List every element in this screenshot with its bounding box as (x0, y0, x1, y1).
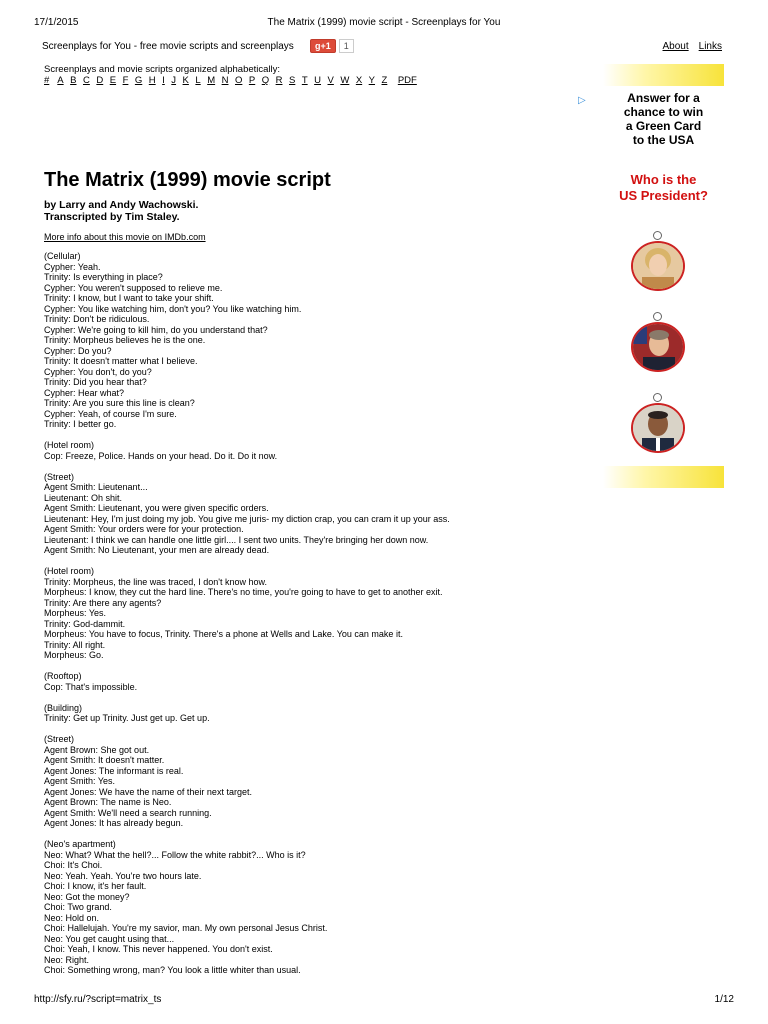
scene-heading: (Street) (44, 734, 75, 744)
dialogue-line: Cypher: Yeah. (44, 261, 101, 272)
scene-heading: (Hotel room) (44, 566, 95, 576)
dialogue-line: Agent Brown: The name is Neo. (44, 797, 172, 807)
candidate-radio[interactable] (653, 231, 662, 240)
scene-heading: (Street) (44, 471, 75, 482)
alphabet-link[interactable]: F (122, 75, 129, 86)
dialogue-line: Morpheus: Yes. (44, 608, 107, 618)
dialogue-line: Neo: Right. (44, 954, 90, 965)
alphabet-link[interactable]: X (355, 75, 363, 86)
candidate-2-photo (631, 322, 685, 372)
dialogue-line: Trinity: Don't be ridiculous. (44, 314, 150, 324)
alphabet-link[interactable]: P (248, 75, 256, 86)
google-plus-icon: g (315, 40, 321, 51)
candidate-option-3[interactable] (629, 393, 685, 451)
dialogue-line: Morpheus: You have to focus, Trinity. There's a phone at Wells and Lake. You can make it. (44, 629, 403, 639)
dialogue-line: Cop: Freeze, Police. Hands on your head. Do it. Do it now. (44, 450, 278, 461)
dialogue-line: Choi: Hallelujah. You're my savior, man. My own personal Jesus Christ. (44, 923, 328, 933)
ad-headline (603, 91, 724, 147)
dialogue-line: Trinity: God-dammit. (44, 618, 126, 629)
scene-gap (44, 556, 584, 567)
dialogue-line: Choi: Two grand. (44, 902, 112, 912)
scene-gap (44, 461, 584, 472)
alphabet-link[interactable]: J (171, 75, 177, 86)
dialogue-line: Choi: It's Choi. (44, 860, 103, 870)
dialogue-line: Trinity: Are there any agents? (44, 597, 162, 608)
alphabet-link[interactable]: O (234, 75, 243, 86)
dialogue-line: Neo: Yeah. Yeah. You're two hours late. (44, 870, 202, 881)
dialogue-line: Lieutenant: Hey, I'm just doing my job. You give me juris- my diction crap, you can cram it up your ass. (44, 513, 450, 524)
candidate-option-1[interactable] (629, 231, 685, 289)
print-date: 17/1/2015 (34, 17, 79, 28)
scene-heading: (Hotel room) (44, 440, 95, 450)
dialogue-line: Cypher: You like watching him, don't you? You like watching him. (44, 303, 302, 314)
dialogue-line: Choi: Something wrong, man? You look a little whiter than usual. (44, 965, 301, 975)
site-tagline: Screenplays for You - free movie scripts and screenplays (42, 41, 294, 52)
alphabet-link[interactable]: B (70, 75, 77, 86)
ad-headline-line: a Green Card (625, 119, 702, 133)
alphabet-link[interactable]: K (182, 75, 189, 86)
google-plus-button[interactable] (310, 39, 336, 53)
nav-about-link[interactable]: About (662, 41, 689, 52)
dialogue-line: Choi: Yeah, I know. This never happened. You don't exist. (44, 944, 273, 954)
dialogue-line: Trinity: I know, but I want to take your shift. (44, 293, 214, 303)
dialogue-line: Trinity: All right. (44, 639, 106, 650)
scene-gap (44, 829, 584, 840)
byline (44, 199, 198, 223)
alphabet-link[interactable]: L (195, 75, 201, 86)
alphabet-link[interactable]: N (221, 75, 229, 86)
dialogue-line: Morpheus: I know, they cut the hard line. There's no time, you're going to have to get to another exit. (44, 587, 443, 597)
nav-links-link[interactable]: Links (698, 41, 722, 52)
ad-headline-line: chance to win (623, 105, 704, 119)
candidate-radio[interactable] (653, 393, 662, 402)
dialogue-line: Lieutenant: I think we can handle one little girl.... I sent two units. They're bringing her down now. (44, 534, 429, 545)
candidate-option-2[interactable] (629, 312, 685, 370)
dialogue-line: Agent Smith: No Lieutenant, your men are already dead. (44, 545, 270, 555)
dialogue-line: Neo: You get caught using that... (44, 933, 175, 944)
ad-bottom-band (603, 466, 724, 488)
dialogue-line: Agent Brown: She got out. (44, 744, 150, 755)
site-bar (42, 40, 722, 58)
alphabet-link[interactable]: S (288, 75, 296, 86)
dialogue-line: Cypher: Do you? (44, 345, 112, 356)
scene-heading: (Rooftop) (44, 671, 82, 681)
ad-headline-line: to the USA (632, 133, 695, 147)
top-nav (663, 41, 723, 52)
alphabet-link[interactable]: E (109, 75, 117, 86)
dialogue-line: Lieutenant: Oh shit. (44, 492, 123, 503)
dialogue-line: Agent Smith: It doesn't matter. (44, 755, 165, 765)
imdb-link[interactable]: More info about this movie on IMDb.com (44, 232, 206, 242)
google-plus-widget (310, 38, 354, 53)
ad-question (603, 172, 724, 204)
dialogue-line: Cypher: Hear what? (44, 387, 125, 398)
dialogue-line: Agent Jones: The informant is real. (44, 765, 184, 776)
alphabet-link[interactable]: R (275, 75, 283, 86)
alphabet-nav (44, 75, 423, 86)
candidate-radio[interactable] (653, 312, 662, 321)
google-plus-label: +1 (320, 40, 331, 51)
scene-heading: (Building) (44, 702, 83, 713)
advertisement[interactable] (603, 64, 724, 488)
candidate-1-photo (631, 241, 685, 291)
ad-top-band (603, 64, 724, 86)
dialogue-line: Cypher: We're going to kill him, do you understand that? (44, 324, 268, 335)
dialogue-line: Trinity: It doesn't matter what I believe. (44, 356, 198, 366)
dialogue-line: Cypher: You weren't supposed to relieve me. (44, 282, 223, 293)
dialogue-line: Cypher: Yeah, of course I'm sure. (44, 408, 177, 419)
byline-authors: by Larry and Andy Wachowski. (44, 199, 199, 211)
dialogue-line: Agent Smith: Yes. (44, 776, 116, 786)
dialogue-line: Trinity: Is everything in place? (44, 272, 163, 282)
dialogue-line: Trinity: Morpheus, the line was traced, I don't know how. (44, 576, 267, 587)
dialogue-line: Agent Smith: We'll need a search running. (44, 807, 212, 818)
ad-question-line: US President? (619, 188, 708, 203)
candidate-3-photo (631, 403, 685, 453)
scene-gap (44, 724, 584, 735)
page-title: The Matrix (1999) movie script (44, 169, 331, 191)
ad-question-line: Who is the (630, 172, 697, 187)
dialogue-line: Morpheus: Go. (44, 650, 104, 660)
print-page-title: The Matrix (1999) movie script - Screenplays for You (267, 17, 501, 28)
alphabet-link[interactable]: T (301, 75, 308, 86)
dialogue-line: Neo: Hold on. (44, 912, 100, 923)
alphabet-link[interactable]: G (134, 75, 143, 86)
alphabet-link[interactable]: M (207, 75, 216, 86)
ad-headline-line: Answer for a (627, 91, 700, 105)
scene-heading: (Neo's apartment) (44, 839, 116, 849)
alphabet-link[interactable]: # (44, 75, 50, 86)
byline-transcriber: Transcripted by Tim Staley. (44, 211, 180, 223)
print-url: http://sfy.ru/?script=matrix_ts (34, 994, 162, 1005)
alphabet-link[interactable]: H (148, 75, 156, 86)
alphabet-link[interactable]: U (314, 75, 322, 86)
dialogue-line: Cypher: You don't, do you? (44, 366, 152, 377)
alphabet-link[interactable]: D (96, 75, 104, 86)
dialogue-line: Agent Smith: Lieutenant... (44, 482, 148, 492)
scene-gap (44, 430, 584, 441)
dialogue-line: Agent Jones: We have the name of their next target. (44, 786, 252, 797)
alphabet-link[interactable]: Y (368, 75, 376, 86)
dialogue-line: Neo: What? What the hell?... Follow the white rabbit?... Who is it? (44, 849, 306, 860)
adchoices-icon[interactable]: ▷ (578, 95, 586, 106)
dialogue-line: Agent Smith: Your orders were for your protection. (44, 524, 244, 534)
scene-gap (44, 661, 584, 672)
dialogue-line: Choi: I know, it's her fault. (44, 881, 147, 891)
scene-heading: (Cellular) (44, 251, 81, 261)
scene-gap (44, 692, 584, 703)
dialogue-line: Agent Smith: Lieutenant, you were given specific orders. (44, 503, 269, 513)
print-page-number: 1/12 (714, 994, 734, 1005)
dialogue-line: Neo: Got the money? (44, 891, 130, 902)
script-body (44, 251, 584, 976)
dialogue-line: Trinity: Did you hear that? (44, 377, 147, 387)
alphabet-link[interactable]: C (82, 75, 90, 86)
alphabet-link[interactable]: Z (381, 75, 388, 86)
dialogue-line: Trinity: I better go. (44, 419, 117, 429)
dialogue-line: Trinity: Get up Trinity. Just get up. Get up. (44, 713, 210, 723)
dialogue-line: Cop: That's impossible. (44, 681, 138, 692)
alphabet-link[interactable]: V (327, 75, 334, 86)
alphabet-link[interactable]: I (162, 75, 165, 86)
alphabet-link[interactable]: Q (261, 75, 270, 86)
dialogue-line: Agent Jones: It has already begun. (44, 818, 184, 828)
google-plus-count: 1 (339, 39, 354, 53)
alphabet-link[interactable]: W (340, 75, 350, 86)
dialogue-line: Trinity: Morpheus believes he is the one. (44, 335, 206, 345)
alphabet-intro: Screenplays and movie scripts organized alphabetically: (44, 64, 281, 75)
dialogue-line: Trinity: Are you sure this line is clean? (44, 398, 195, 408)
alphabet-link[interactable]: PDF (397, 75, 417, 86)
alphabet-link[interactable]: A (57, 75, 64, 86)
